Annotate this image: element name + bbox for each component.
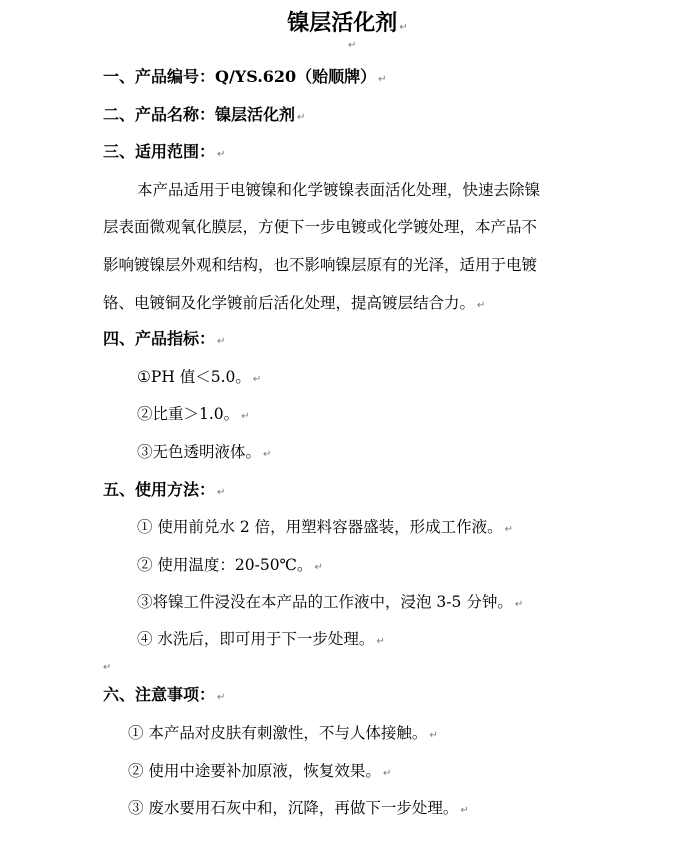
scope-text: 层表面微观氧化膜层，方便下一步电镀或化学镀处理，本产品不 bbox=[103, 218, 538, 236]
method-text: ① 使用前兑水 2 倍，用塑料容器盛装，形成工作液。 bbox=[137, 518, 503, 536]
section-methods bbox=[103, 479, 225, 504]
paragraph-mark-icon: ↵ bbox=[297, 112, 306, 123]
note-text: ② 使用中途要补加原液，恢复效果。 bbox=[128, 762, 381, 780]
scope-text: 本产品适用于电镀镍和化学镀镍表面活化处理，快速去除镍 bbox=[137, 181, 541, 199]
note-text: ① 本产品对皮肤有刺激性，不与人体接触。 bbox=[128, 724, 428, 742]
section-notes bbox=[103, 684, 225, 709]
note-item bbox=[128, 760, 391, 785]
note-item bbox=[128, 797, 469, 822]
document-title bbox=[0, 8, 695, 43]
paragraph-mark-icon: ↵ bbox=[348, 40, 357, 51]
paragraph-mark-icon: ↵ bbox=[217, 149, 226, 160]
method-item bbox=[137, 628, 385, 653]
paragraph-mark-icon: ↵ bbox=[382, 768, 392, 779]
scope-line bbox=[137, 179, 540, 201]
indicator-item bbox=[137, 441, 271, 466]
paragraph-mark-icon: ↵ bbox=[217, 487, 226, 498]
note-item bbox=[128, 722, 438, 747]
paragraph-mark-icon: ↵ bbox=[252, 374, 262, 385]
indicator-text: ②比重＞1.0。 bbox=[137, 405, 240, 423]
paragraph-mark-icon: ↵ bbox=[241, 411, 250, 422]
section-heading-text: 五、使用方法： bbox=[103, 480, 216, 499]
method-text: ④ 水洗后，即可用于下一步处理。 bbox=[137, 630, 375, 648]
paragraph-mark-icon: ↵ bbox=[378, 74, 387, 85]
method-text: ② 使用温度：20-50℃。 bbox=[137, 556, 313, 574]
scope-line bbox=[103, 292, 485, 317]
method-item bbox=[137, 554, 323, 579]
paragraph-mark-icon: ↵ bbox=[460, 805, 469, 816]
method-item bbox=[137, 516, 513, 541]
paragraph-mark-icon: ↵ bbox=[504, 524, 514, 535]
paragraph-mark-icon: ↵ bbox=[217, 336, 226, 347]
section-scope bbox=[103, 141, 225, 166]
indicator-item bbox=[137, 366, 261, 391]
section-heading-text: 四、产品指标： bbox=[103, 329, 216, 348]
paragraph-mark-icon: ↵ bbox=[477, 300, 486, 311]
section-product-name bbox=[103, 104, 305, 129]
note-text: ③ 废水要用石灰中和，沉降，再做下一步处理。 bbox=[128, 799, 459, 817]
section-heading-text: 二、产品名称：镍层活化剂 bbox=[103, 105, 296, 124]
scope-text: 铬、电镀铜及化学镀前后活化处理，提高镀层结合力。 bbox=[103, 294, 476, 312]
paragraph-mark-icon: ↵ bbox=[217, 692, 226, 703]
scope-line bbox=[103, 216, 537, 238]
section-heading-text: 六、注意事项： bbox=[103, 685, 216, 704]
section-heading-text: 三、适用范围： bbox=[103, 142, 216, 161]
paragraph-mark-icon: ↵ bbox=[399, 22, 408, 33]
method-text: ③将镍工件浸没在本产品的工作液中，浸泡 3-5 分钟。 bbox=[137, 593, 513, 611]
document-title-text: 镍层活化剂 bbox=[287, 10, 398, 36]
section-indicators bbox=[103, 328, 225, 353]
paragraph-mark-icon: ↵ bbox=[376, 636, 385, 647]
scope-text: 影响镀镍层外观和结构，也不影响镍层原有的光泽，适用于电镀 bbox=[103, 256, 538, 274]
section-heading-text: 一、产品编号：Q/YS.620（贻顺牌） bbox=[103, 67, 377, 86]
method-item bbox=[137, 591, 523, 616]
indicator-text: ①PH 值＜5.0。 bbox=[137, 368, 251, 386]
paragraph-mark-icon: ↵ bbox=[514, 599, 524, 610]
paragraph-mark-icon: ↵ bbox=[429, 730, 438, 741]
paragraph-mark-icon: ↵ bbox=[103, 662, 112, 673]
indicator-text: ③无色透明液体。 bbox=[137, 443, 262, 461]
indicator-item bbox=[137, 403, 250, 428]
section-product-code bbox=[103, 66, 387, 91]
paragraph-mark-icon: ↵ bbox=[314, 562, 323, 573]
scope-line bbox=[103, 254, 537, 276]
paragraph-mark-icon: ↵ bbox=[263, 449, 272, 460]
